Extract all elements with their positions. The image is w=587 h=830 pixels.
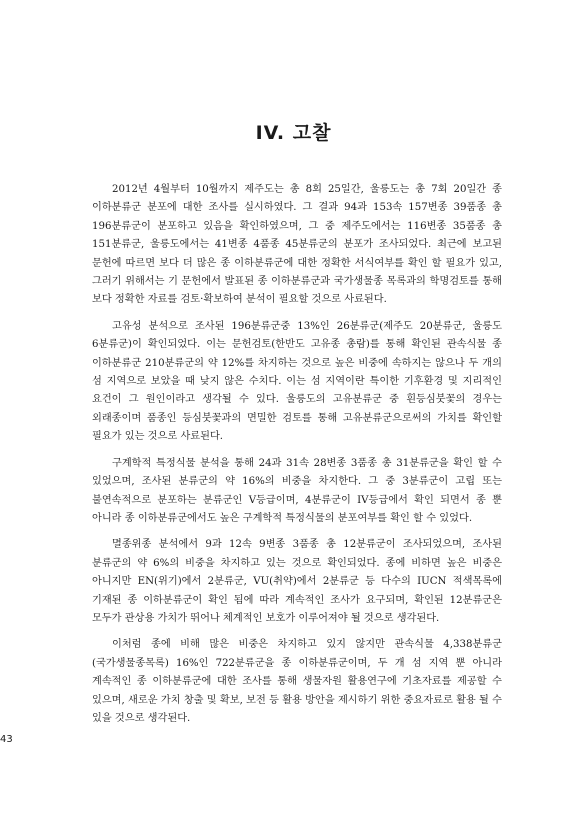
- section-title: IV. 고찰: [255, 122, 332, 144]
- paragraph-5: 이처럼 종에 비해 많은 비중은 차지하고 있지 않지만 관속식물 4,338분류군(국가생물종목록) 16%인 722분류군을 종 이하분류군이며, 두 개 섬 지역 뿐 아니라 계속적인 종 이하분류군에 대한 조사를 통해 생물자원 활용연구에 기초자료를 제공할 수 있으며, 새로운 가치 창출 및 확보, 보전 등 활용 방안을 제시하기 위한 중요자료로 활용 될 수 있을 것으로 생각된다.: [92, 639, 502, 724]
- paragraph-2: 고유성 분석으로 조사된 196분류군중 13%인 26분류군(제주도 20분류군, 울릉도 6분류군)이 확인되었다. 이는 문헌검토(한반도 고유종 총람)를 통해 확인된 관속식물 종 이하분류군 210분류군의 약 12%를 차지하는 것으로 높은 비중에 속하지는 않으나 두 개의 섬 지역으로 보았을 때 낮지 않은 수치다. 이는 섬 지역이란 특이한 기후환경 및 지리적인 요건이 그 원인이라고 생각될 수 있다. 울릉도의 고유분류군 중 흰등심붓꽃의 경우는 외래종이며 품종인 등심붓꽃과의 면밀한 검토를 통해 고유분류군으로써의 가치를 확인할 필요가 있는 것으로 사료된다.: [92, 320, 502, 443]
- paragraph-1: 2012년 4월부터 10월까지 제주도는 총 8회 25일간, 울릉도는 총 7회 20일간 종 이하분류군 분포에 대한 조사를 실시하였다. 그 결과 94과 153속 157변종 39품종 총 196분류군이 분포하고 있음을 확인하였으며, 그 중 제주도에서는 116변종 35품종 총 151분류군, 울릉도에서는 41변종 4품종 45분류군의 분포가 조사되었다. 최근에 보고된 문헌에 따르면 보다 더 많은 종 이하분류군에 대한 정확한 서식여부를 확인 할 필요가 있고, 그러기 위해서는 기 문헌에서 발표된 종 이하분류군과 국가생물종 목록과의 학명검토를 통해 보다 정확한 자료를 검토·확보하여 분석이 필요할 것으로 사료된다.: [92, 184, 502, 306]
- paragraph-3: 구계학적 특정식물 분석을 통해 24과 31속 28변종 3품종 총 31분류군을 확인 할 수 있었으며, 조사된 분류군의 약 16%의 비중을 차지한다. 그 중 3분류군이 고립 또는 불연속적으로 분포하는 분류군인 V등급이며, 4분류군이 IV등급에서 확인 되면서 종 뿐 아니라 종 이하분류군에서도 높은 구계학적 특정식물의 분포여부를 확인 할 수 있었다.: [92, 457, 502, 524]
- body-text: [92, 181, 502, 736]
- page-number: 43: [0, 734, 13, 745]
- paragraph-4: 멸종위종 분석에서 9과 12속 9변종 3품종 총 12분류군이 조사되었으며, 조사된 분류군의 약 6%의 비중을 차지하고 있는 것으로 확인되었다. 종에 비하면 높은 비중은 아니지만 EN(위기)에서 2분류군, VU(취약)에서 2분류군 등 다수의 IUCN 적색목록에 기재된 종 이하분류군이 확인 됨에 따라 계속적인 조사가 요구되며, 확인된 12분류군은 모두가 관상용 가치가 뛰어나 체계적인 보호가 이루어져야 될 것으로 생각된다.: [92, 539, 502, 624]
